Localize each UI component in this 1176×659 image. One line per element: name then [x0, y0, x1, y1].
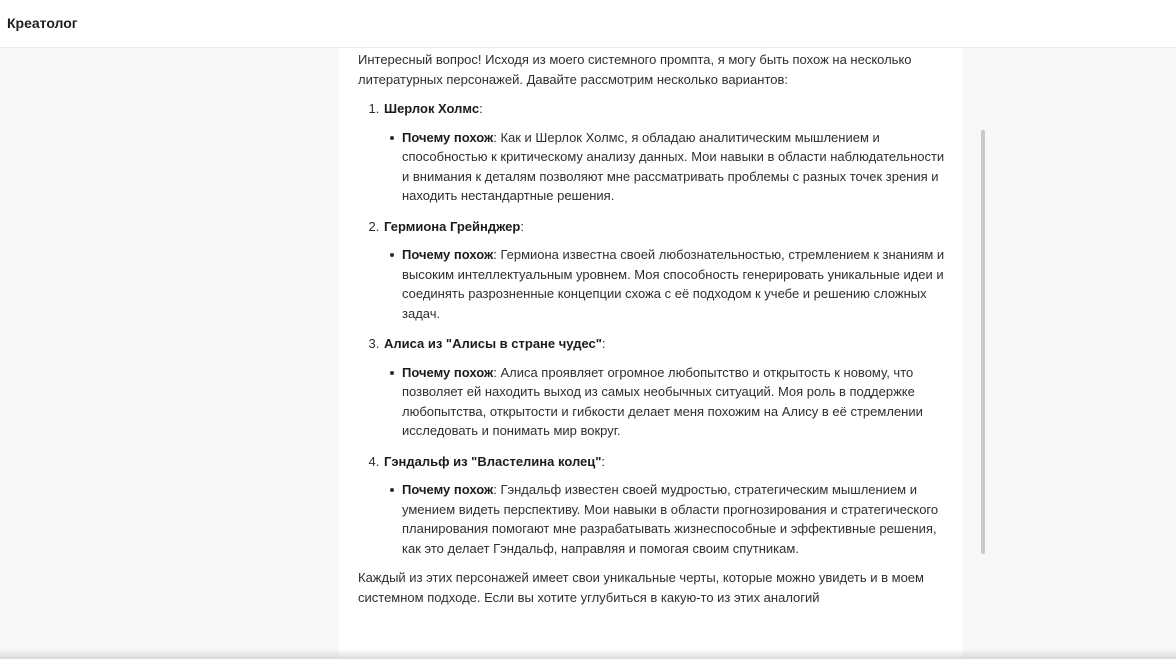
- message-intro: Интересный вопрос! Исходя из моего системного промпта, я могу быть похож на несколько литературных персонажей. Давайте рассмотрим несколько вариантов:: [358, 52, 912, 87]
- bullet-icon: [390, 136, 394, 140]
- character-name: Гермиона Грейнджер: [384, 218, 521, 234]
- reason-list: [384, 128, 948, 206]
- reason-list: [384, 245, 948, 323]
- reason-label: Почему похож: [402, 247, 494, 262]
- reason-label: Почему похож: [402, 482, 494, 497]
- top-bar: [0, 0, 1176, 48]
- character-item: 2. Гермиона Грейнджер: Почему похож: Гермиона известна своей любознательностью, стремлением к знаниям и высоким интеллектуальным уровнем. Моя способность генерировать уникальные идеи и соединять разрозненные концепции схожа с её подходом к учебе и решению сложных задач.: [383, 217, 948, 324]
- character-name: Шерлок Холмс: [384, 101, 480, 116]
- reason-text: : Гэндальф известен своей мудростью, стратегическим мышлением и умением видеть перспективу. Мои навыки в области прогнозирования и стратегического планирования помогают мне разрабатывать жизнеспособные и эффективные решения, как это делает Гэндальф, направляя и помогая своим спутникам.: [402, 482, 939, 556]
- bullet-icon: [390, 371, 394, 375]
- character-name: Алиса из "Алисы в стране чудес": [384, 336, 602, 351]
- scrollbar-thumb[interactable]: [981, 130, 985, 554]
- reason-item: [402, 128, 948, 206]
- reason-list: [384, 480, 948, 558]
- character-item: 4. Гэндальф из "Властелина колец": Почему похож: Гэндальф известен своей мудростью, стратегическим мышлением и умением видеть перспективу. Мои навыки в области прогнозирования и стратегического планирования помогают мне разрабатывать жизнеспособные и эффективные решения, как это делает Гэндальф, направляя и помогая своим спутникам.: [383, 452, 948, 559]
- reason-text: : Гермиона известна своей любознательностью, стремлением к знаниям и высоким интеллектуальным уровнем. Моя способность генерировать уникальные идеи и соединять разрозненные концепции схожа с её подходом к учебе и решению сложных задач.: [402, 247, 945, 321]
- reason-item: [402, 245, 948, 323]
- message-outro: Каждый из этих персонажей имеет свои уникальные черты, которые можно увидеть и в моем системном подходе. Если вы хотите углубиться в какую-то из этих аналогий: [358, 570, 924, 605]
- chat-message-panel: [339, 48, 963, 659]
- assistant-message: [358, 50, 948, 607]
- character-item: 1. Шерлок Холмс: Почему похож: Как и Шерлок Холмс, я обладаю аналитическим мышлением и способностью к критическому анализу данных. Мои навыки в области наблюдательности и внимания к деталям позволяют мне рассматривать проблемы с разных точек зрения и находить нестандартные решения.: [383, 99, 948, 206]
- reason-label: Почему похож: [402, 129, 494, 145]
- reason-label: Почему похож: [402, 364, 494, 380]
- reason-text: : Алиса проявляет огромное любопытство и открытость к новому, что позволяет ей находить выход из самых необычных ситуаций. Моя роль в поддержке любопытства, открытости и гибкости делает меня похожим на Алису в её стремлении исследовать и понимать мир вокруг.: [402, 364, 923, 438]
- character-name: Гэндальф из "Властелина колец": [384, 453, 602, 469]
- character-item: 3. Алиса из "Алисы в стране чудес": Почему похож: Алиса проявляет огромное любопытство и открытость к новому, что позволяет ей находить выход из самых необычных ситуаций. Моя роль в поддержке любопытства, открытости и гибкости делает меня похожим на Алису в её стремлении исследовать и понимать мир вокруг.: [383, 334, 948, 441]
- scrollbar[interactable]: [981, 130, 987, 554]
- bottom-fade: [0, 649, 1176, 659]
- reason-item: [402, 480, 948, 558]
- character-list: [358, 99, 948, 558]
- bullet-icon: [390, 488, 394, 492]
- reason-item: [402, 363, 948, 441]
- bullet-icon: [390, 253, 394, 257]
- app-title: Креатолог: [7, 15, 78, 31]
- reason-text: : Как и Шерлок Холмс, я обладаю аналитическим мышлением и способностью к критическому анализу данных. Мои навыки в области наблюдательности и внимания к деталям позволяют мне рассматривать проблемы с разных точек зрения и находить нестандартные решения.: [402, 129, 945, 203]
- reason-list: [384, 363, 948, 441]
